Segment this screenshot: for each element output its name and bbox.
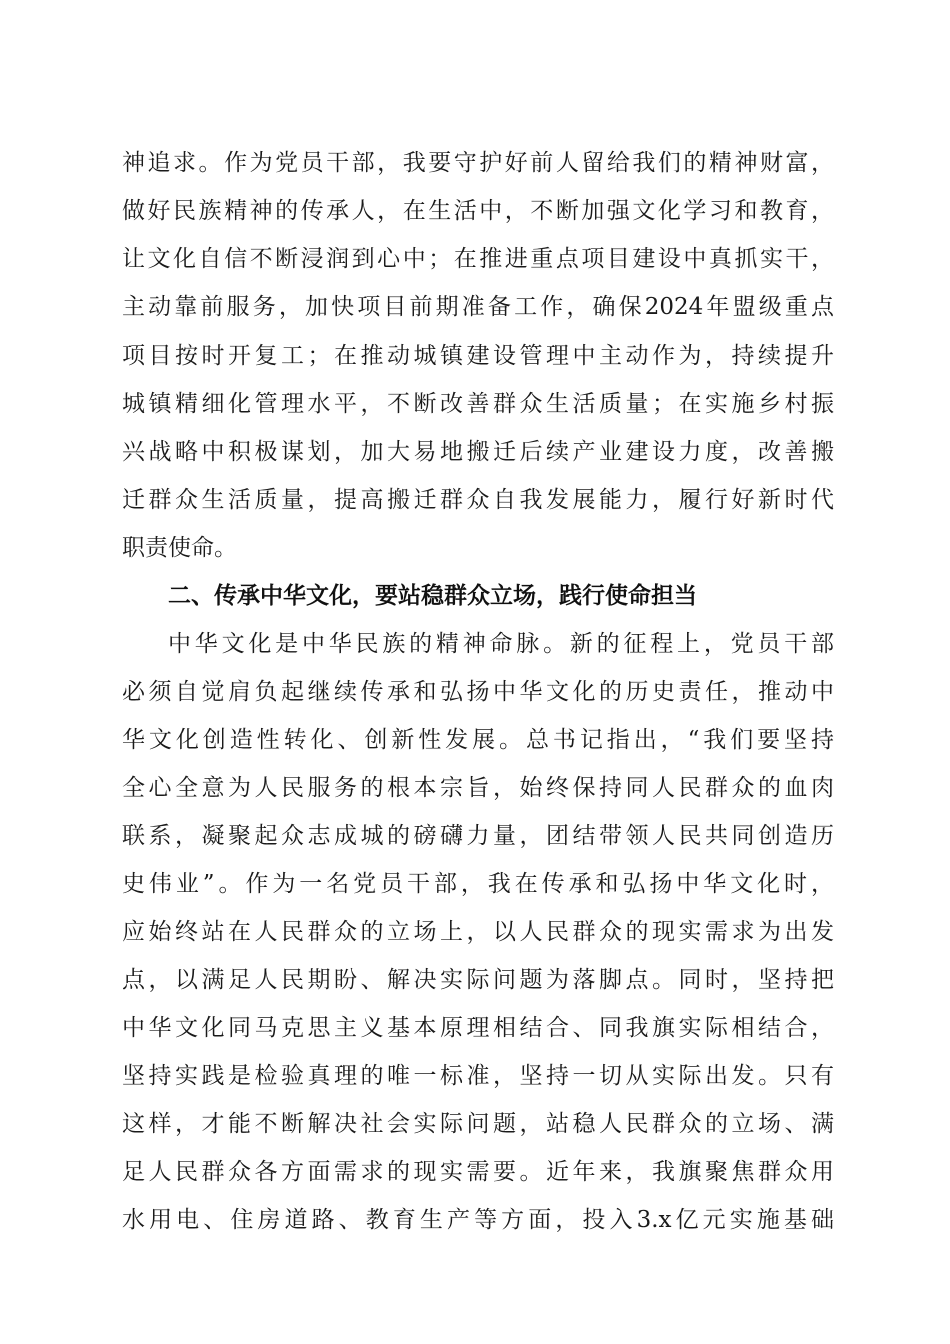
paragraph-line: 华文化创造性转化、创新性发展。总书记指出，“我们要坚持 (122, 727, 834, 753)
paragraph-line: 足人民群众各方面需求的现实需要。近年来，我旗聚焦群众用 (122, 1159, 834, 1185)
paragraph-line: 神追求。作为党员干部，我要守护好前人留给我们的精神财富， (122, 150, 834, 176)
paragraph-line: 项目按时开复工；在推动城镇建设管理中主动作为，持续提升 (122, 343, 834, 369)
paragraph-line: 联系，凝聚起众志成城的磅礴力量，团结带领人民共同创造历 (122, 823, 834, 849)
paragraph-line: 必须自觉肩负起继续传承和弘扬中华文化的历史责任，推动中 (122, 679, 834, 705)
paragraph-line: 这样，才能不断解决社会实际问题，站稳人民群众的立场、满 (122, 1111, 834, 1137)
paragraph-line: 全心全意为人民服务的根本宗旨，始终保持同人民群众的血肉 (122, 775, 834, 801)
paragraph-line: 主动靠前服务，加快项目前期准备工作，确保2024年盟级重点 (122, 294, 834, 320)
paragraph-line: 城镇精细化管理水平，不断改善群众生活质量；在实施乡村振 (122, 391, 834, 417)
paragraph-line: 中华文化是中华民族的精神命脉。新的征程上，党员干部 (168, 631, 834, 657)
paragraph-line: 水用电、住房道路、教育生产等方面，投入3.x亿元实施基础 (122, 1207, 834, 1233)
paragraph-line: 迁群众生活质量，提高搬迁群众自我发展能力，履行好新时代 (122, 487, 834, 513)
paragraph-line: 让文化自信不断浸润到心中；在推进重点项目建设中真抓实干， (122, 246, 834, 272)
paragraph-line: 应始终站在人民群众的立场上，以人民群众的现实需求为出发 (122, 919, 834, 945)
paragraph-line: 史伟业”。作为一名党员干部，我在传承和弘扬中华文化时， (122, 871, 834, 897)
section-heading: 二、传承中华文化，要站稳群众立场，践行使命担当 (168, 583, 697, 609)
paragraph-line: 中华文化同马克思主义基本原理相结合、同我旗实际相结合， (122, 1015, 834, 1041)
paragraph-line: 做好民族精神的传承人，在生活中，不断加强文化学习和教育， (122, 198, 834, 224)
paragraph-line: 职责使命。 (122, 535, 237, 561)
paragraph-line: 坚持实践是检验真理的唯一标准，坚持一切从实际出发。只有 (122, 1063, 834, 1089)
paragraph-line: 兴战略中积极谋划，加大易地搬迁后续产业建设力度，改善搬 (122, 439, 834, 465)
paragraph-line: 点，以满足人民期盼、解决实际问题为落脚点。同时，坚持把 (122, 967, 834, 993)
